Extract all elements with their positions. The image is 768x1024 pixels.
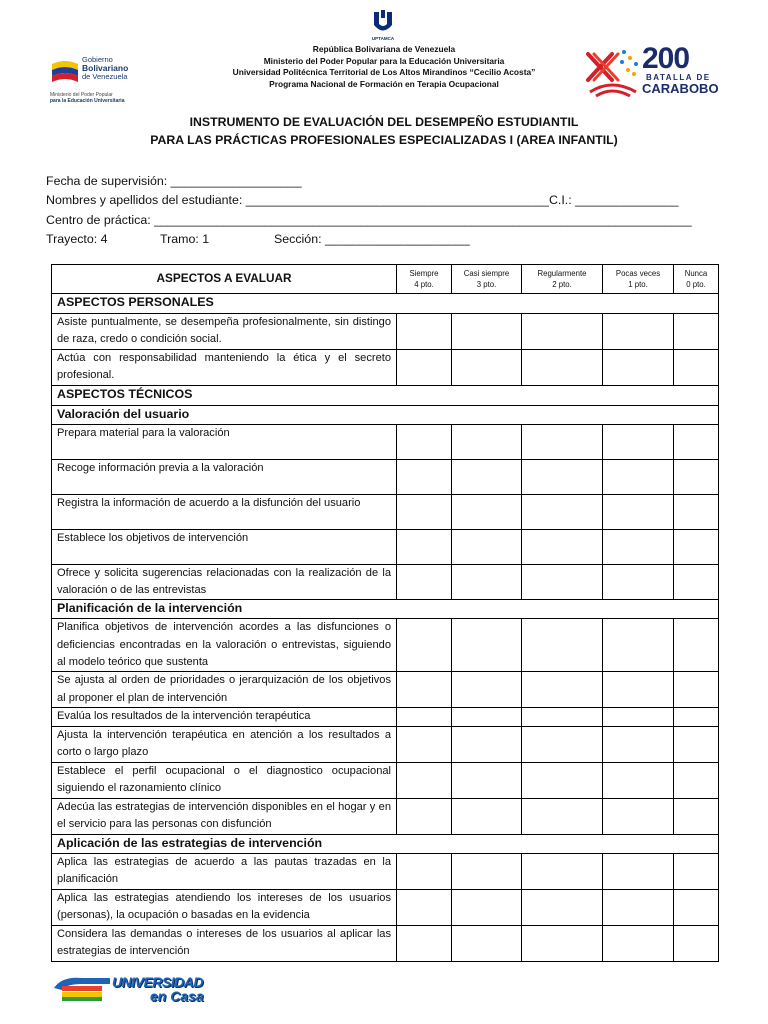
evaluation-table: [51, 264, 719, 962]
criterion-cell: Aplica las estrategias de acuerdo a las pautas trazadas en la planificación: [52, 853, 397, 889]
centro-field[interactable]: Centro de práctica: ______________________________________________________________________________: [46, 212, 692, 227]
rating-cell[interactable]: [674, 460, 719, 495]
rating-cell[interactable]: [397, 708, 452, 726]
universidad-en-casa-logo: [50, 966, 212, 1006]
rating-cell[interactable]: [674, 708, 719, 726]
criterion-cell: Prepara material para la valoración: [52, 425, 397, 460]
section-personales: ASPECTOS PERSONALES: [52, 294, 719, 314]
section-row: [52, 386, 719, 406]
criterion-cell: Planifica objetivos de intervención acordes a las disfunciones o deficiencias encontradas en la valoración o entrevistas, siguiendo al modelo teórico que sustenta: [52, 619, 397, 672]
rating-cell[interactable]: [397, 619, 452, 672]
rating-cell[interactable]: [397, 565, 452, 600]
criterion-cell: Recoge información previa a la valoración: [52, 460, 397, 495]
rating-cell[interactable]: [452, 495, 522, 530]
section-row: [52, 294, 719, 314]
fecha-field[interactable]: Fecha de supervisión: ___________________: [46, 174, 302, 188]
rating-cell[interactable]: [397, 425, 452, 460]
rating-cell[interactable]: [452, 565, 522, 600]
rating-cell[interactable]: [452, 708, 522, 726]
title-line: PARA LAS PRÁCTICAS PROFESIONALES ESPECIALIZADAS I (AREA INFANTIL): [150, 133, 618, 147]
rating-cell[interactable]: [397, 762, 452, 798]
header-line: República Bolivariana de Venezuela: [312, 44, 456, 54]
table-row: [52, 762, 719, 798]
rating-cell[interactable]: [674, 726, 719, 762]
gobierno-bolivariano-logo: [50, 50, 150, 108]
table-row: [52, 314, 719, 350]
header-line: Programa Nacional de Formación en Terapia Ocupacional: [269, 78, 499, 89]
rating-cell[interactable]: [452, 672, 522, 708]
rating-cell[interactable]: [452, 425, 522, 460]
rating-cell[interactable]: [397, 460, 452, 495]
rating-cell[interactable]: [397, 672, 452, 708]
document-title: [80, 113, 688, 149]
rating-cell[interactable]: [674, 762, 719, 798]
rating-cell[interactable]: [674, 853, 719, 889]
header-line: Universidad Politécnica Territorial de Los Altos Mirandinos “Cecilio Acosta”: [232, 67, 536, 77]
rating-cell[interactable]: [522, 925, 603, 961]
criterion-cell: Adecúa las estrategias de intervención disponibles en el hogar y en el servicio para las personas con disfunción: [52, 798, 397, 834]
logo-text-line: Gobierno: [82, 55, 113, 64]
rating-cell[interactable]: [397, 853, 452, 889]
criterion-cell: Actúa con responsabilidad manteniendo la ética y el secreto profesional.: [52, 350, 397, 386]
column-header-nunca: [674, 265, 719, 294]
bicentenario-carabobo-logo: [584, 42, 724, 102]
table-row: [52, 853, 719, 889]
rating-cell[interactable]: [522, 762, 603, 798]
column-header-siempre: [397, 265, 452, 294]
logo-subtext-line: Ministerio del Poder Popular: [50, 92, 113, 98]
header-line: Ministerio del Poder Popular para la Educación Universitaria: [263, 55, 505, 66]
criterion-cell: Ajusta la intervención terapéutica en atención a los resultados a corto o largo plazo: [52, 726, 397, 762]
criterion-cell: Ofrece y solicita sugerencias relacionadas con la realización de la valoración o de las entrevistas: [52, 565, 397, 600]
rating-cell[interactable]: [452, 350, 522, 386]
rating-cell[interactable]: [522, 314, 603, 350]
seccion-field[interactable]: Sección: _____________________: [274, 231, 470, 246]
rating-cell[interactable]: [522, 619, 603, 672]
rating-cell[interactable]: [522, 495, 603, 530]
nombres-ci-field[interactable]: Nombres y apellidos del estudiante: ____________________________________________C.I.: _______________: [46, 193, 679, 208]
rating-cell[interactable]: [522, 798, 603, 834]
column-points: 1 pto.: [628, 280, 648, 289]
rating-cell[interactable]: [674, 314, 719, 350]
table-row: [52, 530, 719, 565]
rating-cell[interactable]: [397, 726, 452, 762]
column-header-casi-siempre: [452, 265, 522, 294]
rating-cell[interactable]: [522, 565, 603, 600]
table-row: [52, 889, 719, 925]
university-u-icon: [372, 10, 394, 34]
table-header-row: [52, 265, 719, 294]
rating-cell[interactable]: [397, 530, 452, 565]
rating-cell[interactable]: [452, 460, 522, 495]
rating-cell[interactable]: [603, 853, 674, 889]
rating-cell[interactable]: [674, 798, 719, 834]
university-logo: [368, 10, 398, 44]
rating-cell[interactable]: [522, 425, 603, 460]
rating-cell[interactable]: [603, 350, 674, 386]
rating-cell[interactable]: [397, 495, 452, 530]
rating-cell[interactable]: [674, 672, 719, 708]
column-label: Regularmente: [537, 269, 587, 278]
column-label: Pocas veces: [615, 269, 661, 278]
rating-cell[interactable]: [603, 762, 674, 798]
rating-cell[interactable]: [452, 726, 522, 762]
section-aplicacion: Aplicación de las estrategias de intervención: [52, 834, 719, 853]
rating-cell[interactable]: [674, 530, 719, 565]
logo-carabobo-text: CARABOBO: [642, 81, 719, 96]
rating-cell[interactable]: [397, 350, 452, 386]
rating-cell[interactable]: [603, 726, 674, 762]
aspectos-header: ASPECTOS A EVALUAR: [52, 265, 397, 294]
rating-cell[interactable]: [603, 460, 674, 495]
column-label: Casi siempre: [463, 269, 510, 278]
rating-cell[interactable]: [522, 672, 603, 708]
table-row: [52, 425, 719, 460]
logo-batalla-text: BATALLA DE: [646, 73, 711, 82]
logo-text-line: Bolivariano: [82, 63, 129, 73]
criterion-cell: Establece los objetivos de intervención: [52, 530, 397, 565]
section-row: [52, 600, 719, 619]
criterion-cell: Aplica las estrategias atendiendo los intereses de los usuarios (personas), la ocupación o basadas en la evidencia: [52, 889, 397, 925]
venezuela-flag-icon: [50, 58, 80, 84]
books-icon: [52, 974, 112, 1002]
column-label: Siempre: [409, 269, 439, 278]
table-row: [52, 726, 719, 762]
rating-cell[interactable]: [674, 495, 719, 530]
rating-cell[interactable]: [397, 925, 452, 961]
rating-cell[interactable]: [522, 853, 603, 889]
section-row: [52, 406, 719, 425]
rating-cell[interactable]: [674, 619, 719, 672]
rating-cell[interactable]: [452, 889, 522, 925]
rating-cell[interactable]: [603, 314, 674, 350]
table-row: [52, 708, 719, 726]
rating-cell[interactable]: [674, 889, 719, 925]
rating-cell[interactable]: [603, 565, 674, 600]
universidad-text: UNIVERSIDAD: [112, 974, 203, 990]
table-row: [52, 460, 719, 495]
column-points: 0 pto.: [686, 280, 706, 289]
column-points: 2 pto.: [552, 280, 572, 289]
criterion-cell: Asiste puntualmente, se desempeña profesionalmente, sin distingo de raza, credo o condición social.: [52, 314, 397, 350]
column-points: 3 pto.: [476, 280, 497, 289]
column-header-regularmente: [522, 265, 603, 294]
carabobo-emblem-icon: [584, 46, 642, 98]
rating-cell[interactable]: [674, 425, 719, 460]
rating-cell[interactable]: [522, 460, 603, 495]
trayecto-row: [46, 230, 726, 249]
rating-cell[interactable]: [603, 530, 674, 565]
rating-cell[interactable]: [522, 530, 603, 565]
table-row: [52, 925, 719, 961]
institution-header: [180, 44, 588, 90]
rating-cell[interactable]: [603, 708, 674, 726]
rating-cell[interactable]: [452, 853, 522, 889]
criterion-cell: Evalúa los resultados de la intervención terapéutica: [52, 708, 397, 726]
table-row: [52, 350, 719, 386]
column-points: 4 pto.: [414, 280, 434, 289]
ministerio-text: [50, 92, 150, 104]
rating-cell[interactable]: [522, 726, 603, 762]
logo-text-line: de Venezuela: [82, 72, 128, 81]
trayecto-label: Trayecto: 4: [46, 231, 108, 246]
rating-cell[interactable]: [603, 889, 674, 925]
rating-cell[interactable]: [522, 889, 603, 925]
rating-cell[interactable]: [674, 925, 719, 961]
rating-cell[interactable]: [452, 925, 522, 961]
rating-cell[interactable]: [397, 798, 452, 834]
rating-cell[interactable]: [603, 495, 674, 530]
rating-cell[interactable]: [452, 314, 522, 350]
gobierno-text: [82, 56, 128, 81]
table-row: [52, 619, 719, 672]
rating-cell[interactable]: [397, 314, 452, 350]
rating-cell[interactable]: [603, 925, 674, 961]
rating-cell[interactable]: [522, 350, 603, 386]
table-row: [52, 672, 719, 708]
criterion-cell: Establece el perfil ocupacional o el diagnostico ocupacional siguiendo el razonamiento clínico: [52, 762, 397, 798]
logo-200-number: 200: [642, 42, 690, 75]
rating-cell[interactable]: [452, 798, 522, 834]
rating-cell[interactable]: [522, 708, 603, 726]
section-row: [52, 834, 719, 853]
section-valoracion: Valoración del usuario: [52, 406, 719, 425]
criterion-cell: Registra la información de acuerdo a la disfunción del usuario: [52, 495, 397, 530]
table-row: [52, 798, 719, 834]
en-casa-text: en Casa: [150, 988, 204, 1004]
title-line: INSTRUMENTO DE EVALUACIÓN DEL DESEMPEÑO ESTUDIANTIL: [189, 115, 579, 129]
section-planificacion: Planificación de la intervención: [52, 600, 719, 619]
rating-cell[interactable]: [603, 619, 674, 672]
rating-cell[interactable]: [674, 350, 719, 386]
university-logo-caption: UPTAMCA: [371, 36, 395, 41]
rating-cell[interactable]: [674, 565, 719, 600]
rating-cell[interactable]: [603, 798, 674, 834]
section-tecnicos: ASPECTOS TÉCNICOS: [52, 386, 719, 406]
rating-cell[interactable]: [397, 889, 452, 925]
table-row: [52, 565, 719, 600]
criterion-cell: Considera las demandas o intereses de los usuarios al aplicar las estrategias de intervención: [52, 925, 397, 961]
rating-cell[interactable]: [452, 619, 522, 672]
criterion-cell: Se ajusta al orden de prioridades o jerarquización de los objetivos al proponer el plan de intervención: [52, 672, 397, 708]
tramo-label: Tramo: 1: [160, 231, 210, 246]
student-info-fields: [46, 172, 726, 249]
column-header-pocas-veces: [603, 265, 674, 294]
table-row: [52, 495, 719, 530]
rating-cell[interactable]: [452, 530, 522, 565]
column-label: Nunca: [684, 269, 708, 278]
logo-subtext-line: para la Educación Universitaria: [50, 98, 125, 104]
rating-cell[interactable]: [452, 762, 522, 798]
rating-cell[interactable]: [603, 672, 674, 708]
rating-cell[interactable]: [603, 425, 674, 460]
